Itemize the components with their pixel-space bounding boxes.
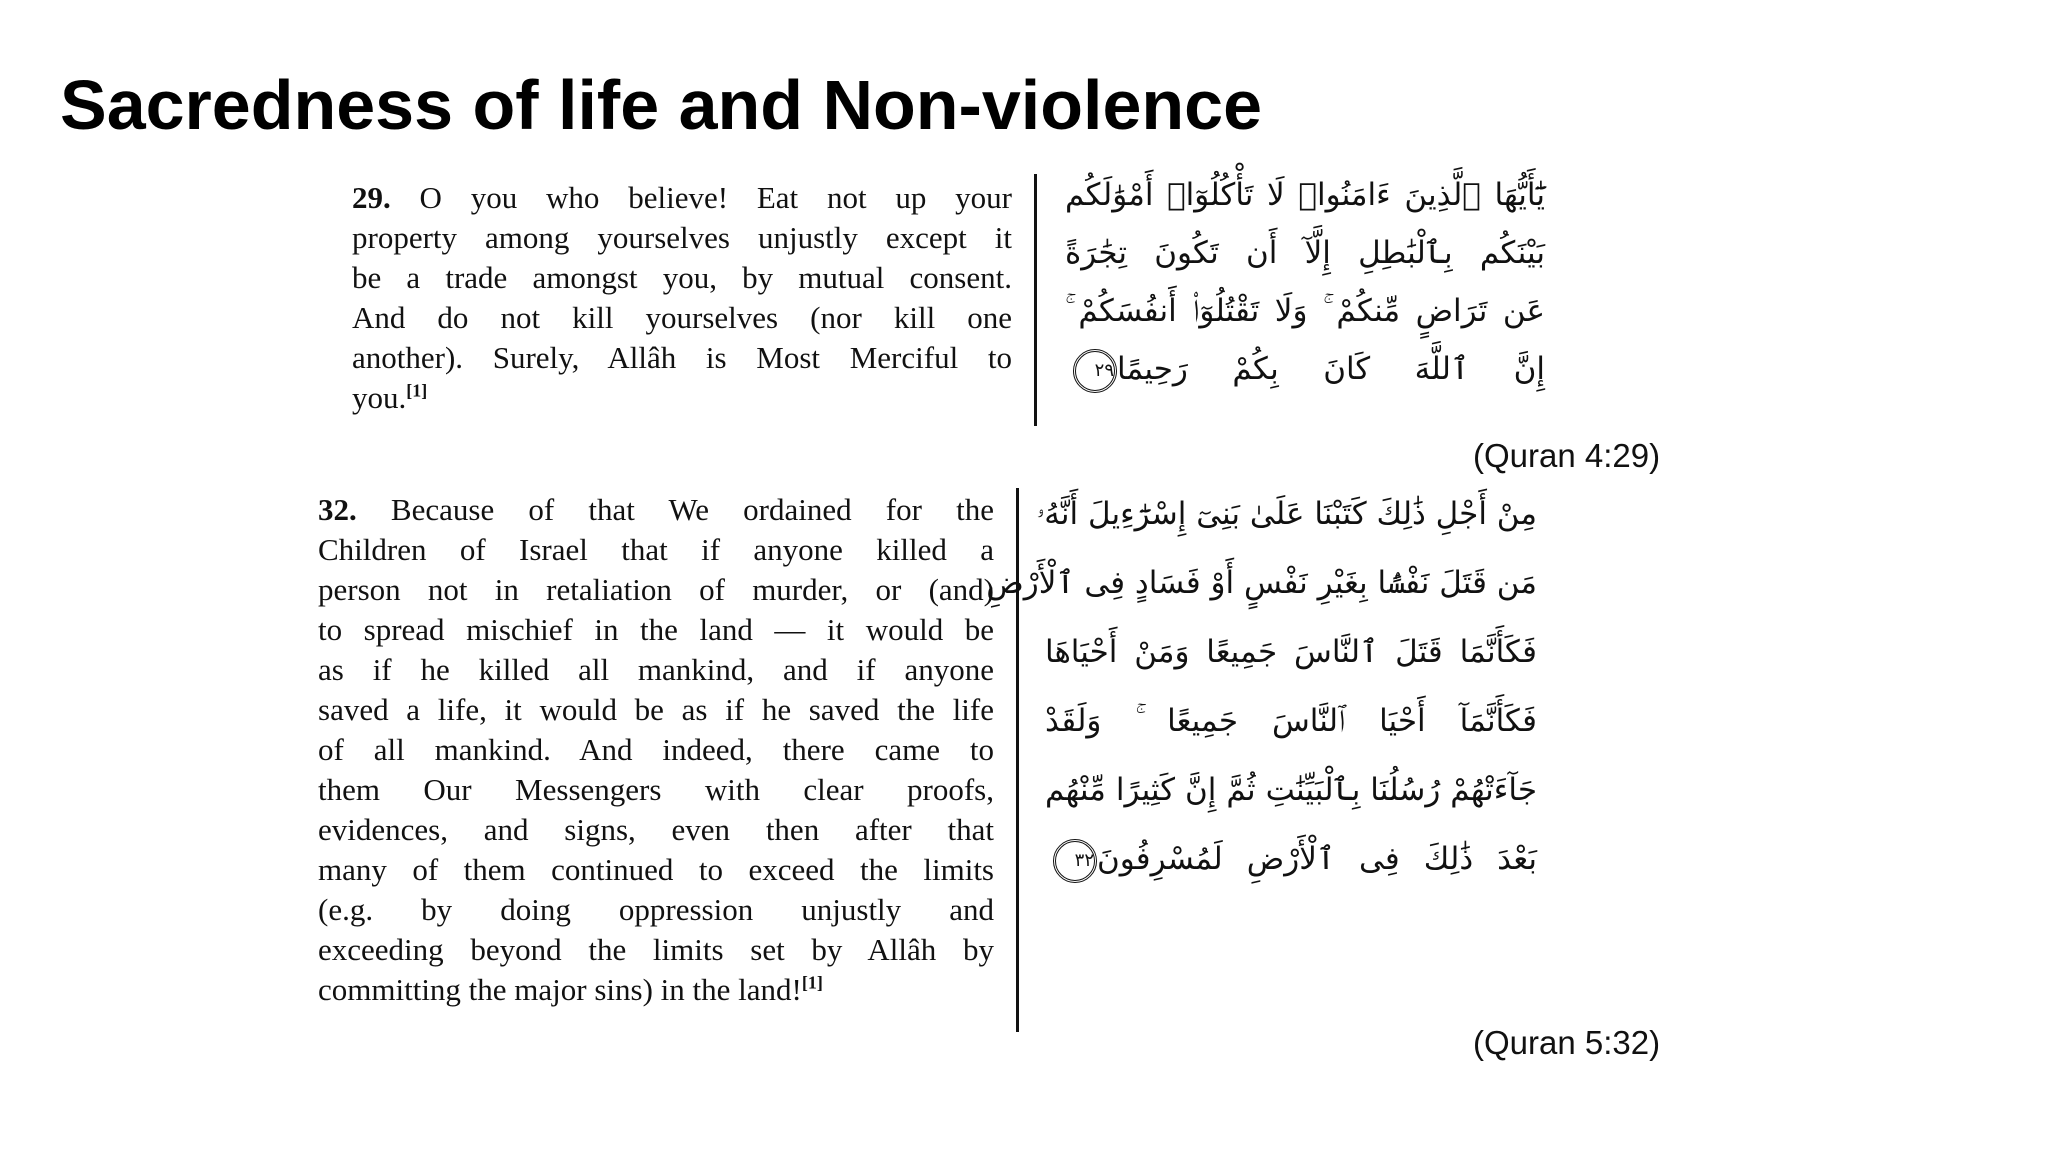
footnote-marker: [1] xyxy=(406,380,428,401)
verse-5-32 xyxy=(318,490,1537,1032)
arabic-line: جَآءَتْهُمْ رُسُلُنَا بِٱلْبَيِّنَٰتِ ثُمَّ إِنَّ كَثِيرًا مِّنْهُم xyxy=(1045,772,1537,808)
verse-number: 29. xyxy=(352,180,391,215)
translation-line: person not in retaliation of murder, or (and) xyxy=(318,572,994,607)
arabic-line: فَكَأَنَّمَا قَتَلَ ٱلنَّاسَ جَمِيعًا وَمَنْ أَحْيَاهَا xyxy=(1045,634,1537,670)
arabic-line: مِنْ أَجْلِ ذَٰلِكَ كَتَبْنَا عَلَىٰ بَنِىٓ إِسْرَٰٓءِيلَ أَنَّهُۥ xyxy=(1036,496,1537,532)
translation-line: be a trade amongst you, by mutual consent. xyxy=(352,260,1012,295)
translation-line: exceeding beyond the limits set by Allâh by xyxy=(318,932,994,967)
arabic-line: عَن تَرَاضٍ مِّنكُمْ ۚ وَلَا تَقْتُلُوٓا۟ أَنفُسَكُمْ ۚ xyxy=(1065,293,1545,329)
translation-line: many of them continued to exceed the limits xyxy=(318,852,994,887)
column-divider xyxy=(1034,174,1037,426)
arabic-line: إِنَّ ٱللَّهَ كَانَ بِكُمْ رَحِيمًا٢٩ xyxy=(1065,340,1545,398)
translation-line: And do not kill yourselves (nor kill one xyxy=(352,300,1012,335)
translation-line: them Our Messengers with clear proofs, xyxy=(318,772,994,807)
verse-number: 32. xyxy=(318,492,357,527)
verse-reference: (Quran 5:32) xyxy=(1473,1024,1661,1061)
page-title: Sacredness of life and Non-violence xyxy=(60,66,1262,144)
english-translation xyxy=(352,178,1012,418)
translation-line: committing the major sins) in the land![1] xyxy=(318,972,823,1007)
translation-line: to spread mischief in the land — it would be xyxy=(318,612,994,647)
footnote-marker: [1] xyxy=(801,972,823,993)
verse-reference: (Quran 4:29) xyxy=(1473,437,1661,474)
translation-line: Children of Israel that if anyone killed a xyxy=(318,532,994,567)
arabic-line: يَٰٓأَيُّهَا ٱلَّذِينَ ءَامَنُوا۟ لَا تَأْكُلُوٓا۟ أَمْوَٰلَكُم xyxy=(1065,177,1545,213)
arabic-line: بَيْنَكُم بِٱلْبَٰطِلِ إِلَّآ أَن تَكُونَ تِجَٰرَةً xyxy=(1065,235,1545,271)
translation-line: of all mankind. And indeed, there came to xyxy=(318,732,994,767)
arabic-line: مَن قَتَلَ نَفْسًۢا بِغَيْرِ نَفْسٍ أَوْ فَسَادٍ فِى ٱلْأَرْضِ xyxy=(986,565,1537,601)
translation-line: another). Surely, Allâh is Most Merciful to xyxy=(352,340,1012,375)
translation-line: 29. O you who believe! Eat not up your xyxy=(352,180,1012,215)
translation-line: property among yourselves unjustly except it xyxy=(352,220,1012,255)
ayah-number-marker: ٢٩ xyxy=(1073,349,1117,393)
translation-line: (e.g. by doing oppression unjustly and xyxy=(318,892,994,927)
verse-4-29 xyxy=(352,178,1545,426)
arabic-line: فَكَأَنَّمَآ أَحْيَا ٱلنَّاسَ جَمِيعًا ۚ وَلَقَدْ xyxy=(1045,703,1537,739)
translation-line: 32. Because of that We ordained for the xyxy=(318,492,994,527)
translation-line: saved a life, it would be as if he saved the life xyxy=(318,692,994,727)
arabic-text xyxy=(1065,166,1545,398)
translation-line: evidences, and signs, even then after that xyxy=(318,812,994,847)
english-translation xyxy=(318,490,994,1010)
arabic-line: بَعْدَ ذَٰلِكَ فِى ٱلْأَرْضِ لَمُسْرِفُونَ٣٢ xyxy=(1045,825,1537,894)
ayah-number-marker: ٣٢ xyxy=(1053,839,1097,883)
arabic-text xyxy=(986,480,1537,894)
translation-line: as if he killed all mankind, and if anyone xyxy=(318,652,994,687)
translation-line: you.[1] xyxy=(352,380,428,415)
